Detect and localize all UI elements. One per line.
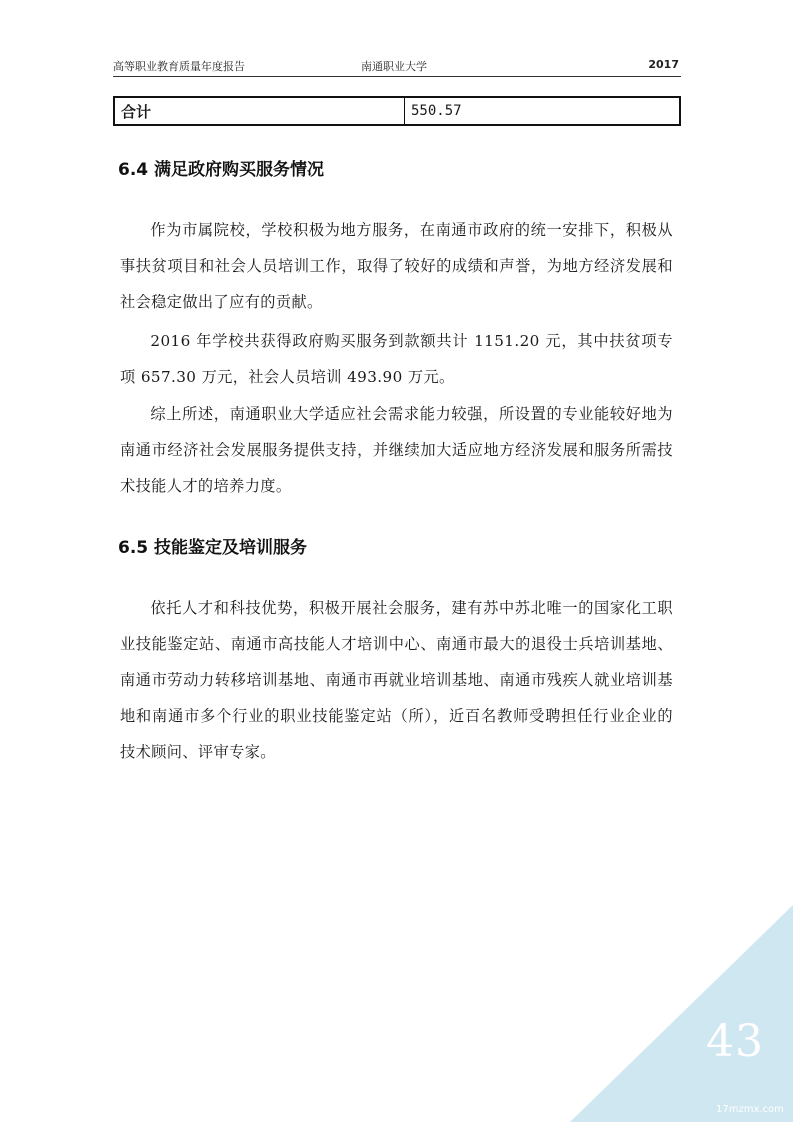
paragraph: 依托人才和科技优势，积极开展社会服务，建有苏中苏北唯一的国家化工职业技能鉴定站、南通市高技能人才培训中心、南通市最大的退役士兵培训基地、南通市劳动力转移培训基地、南通市再就业培训基地、南通市残疾人就业培训基地和南通市多个行业的职业技能鉴定站（所），近百名教师受聘担任行业企业的技术顾问、评审专家。 xyxy=(120,599,673,761)
header-school-name: 南通职业大学 xyxy=(361,60,427,73)
page-number: 43 xyxy=(706,1016,764,1067)
total-label-cell: 合计 xyxy=(114,97,405,125)
paragraph: 作为市属院校，学校积极为地方服务，在南通市政府的统一安排下，积极从事扶贫项目和社会人员培训工作，取得了较好的成绩和声誉，为地方经济发展和社会稳定做出了应有的贡献。 xyxy=(120,221,673,311)
corner-triangle-shape xyxy=(570,905,793,1122)
paragraph: 综上所述，南通职业大学适应社会需求能力较强，所设置的专业能较好地为南通市经济社会发展服务提供支持，并继续加大适应地方经济发展和服务所需技术技能人才的培养力度。 xyxy=(120,405,673,495)
page-header xyxy=(113,56,681,77)
section-title-6-4: 6.4 满足政府购买服务情况 xyxy=(118,160,325,180)
header-report-title: 高等职业教育质量年度报告 xyxy=(113,60,245,73)
total-value-cell: 550.57 xyxy=(411,103,462,119)
total-table xyxy=(113,96,681,126)
header-year: 2017 xyxy=(648,58,679,71)
paragraph: 2016 年学校共获得政府购买服务到款额共计 1151.20 元，其中扶贫项专项 657.30 万元，社会人员培训 493.90 万元。 xyxy=(120,332,673,386)
section-title-6-5: 6.5 技能鉴定及培训服务 xyxy=(118,538,308,558)
corner-triangle-decoration xyxy=(570,905,793,1122)
table-row xyxy=(114,97,680,125)
site-watermark: 17mzmx.com xyxy=(716,1104,784,1115)
